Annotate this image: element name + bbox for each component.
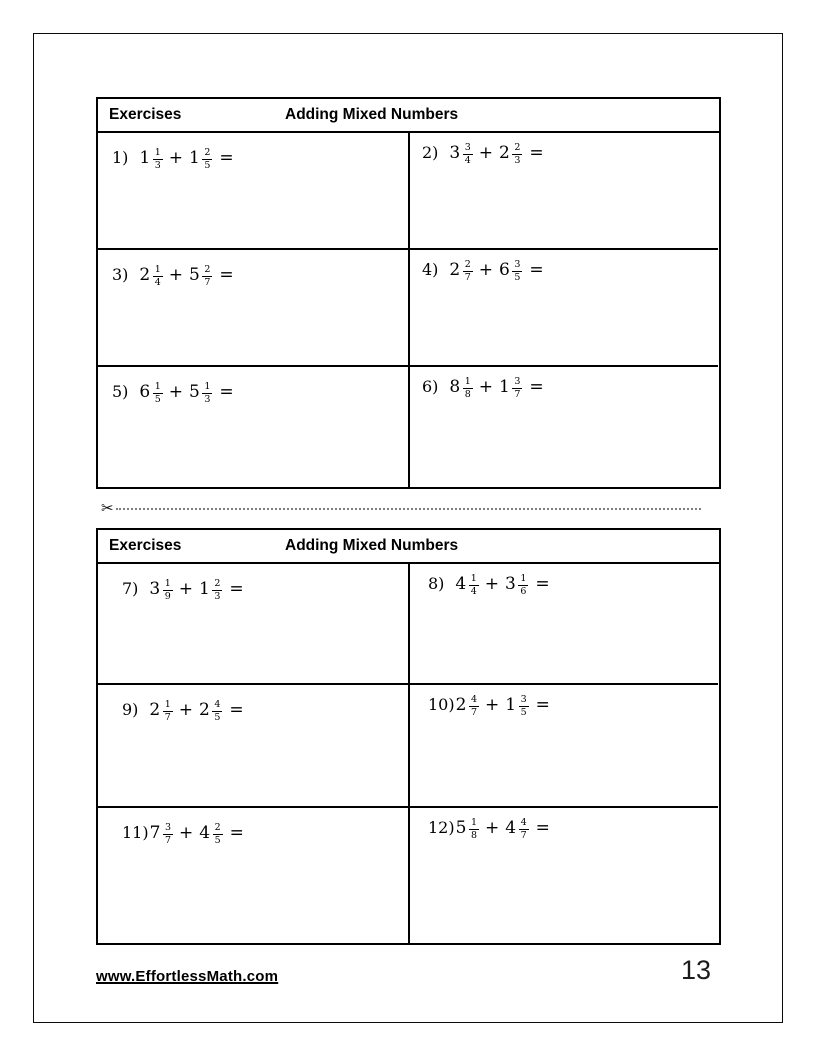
whole-number: 1	[499, 376, 510, 397]
denominator: 6	[520, 586, 527, 597]
cut-line	[101, 498, 701, 518]
whole-number: 5	[455, 817, 467, 838]
problem-label: 1)	[112, 147, 129, 167]
mixed-number	[449, 376, 472, 399]
numerator: 2	[204, 263, 211, 275]
denominator: 7	[164, 712, 171, 723]
numerator: 1	[164, 698, 171, 710]
numerator: 4	[214, 698, 221, 710]
plus-sign: +	[484, 573, 500, 594]
math-expression	[122, 822, 408, 845]
problem-label: 10)	[428, 694, 455, 714]
fraction	[153, 382, 163, 405]
whole-number: 4	[505, 817, 517, 838]
mixed-number	[149, 699, 172, 722]
fraction	[212, 700, 222, 723]
problem-cell-12	[408, 806, 718, 943]
fraction	[512, 377, 522, 400]
mixed-number	[139, 381, 162, 404]
numerator: 2	[204, 146, 211, 158]
mixed-number	[455, 573, 478, 596]
numerator: 3	[514, 375, 521, 387]
numerator: 1	[470, 572, 477, 584]
denominator: 5	[214, 712, 221, 723]
whole-number: 3	[149, 578, 161, 599]
plus-sign: +	[178, 822, 194, 843]
denominator: 7	[164, 835, 171, 846]
problem-cell-10	[408, 683, 718, 806]
math-expression	[122, 578, 408, 601]
denominator: 3	[154, 160, 161, 171]
problem-cell-1	[98, 133, 408, 248]
whole-number: 2	[199, 699, 210, 720]
denominator: 8	[464, 389, 471, 400]
numerator: 1	[204, 380, 211, 392]
mixed-number	[149, 578, 172, 601]
equals-sign: =	[535, 573, 550, 594]
fraction	[213, 823, 223, 846]
fraction	[512, 143, 522, 166]
denominator: 7	[514, 389, 521, 400]
problem-cell-4	[408, 248, 718, 365]
math-expression	[422, 259, 718, 282]
whole-number: 6	[139, 381, 151, 402]
whole-number: 2	[139, 264, 151, 285]
plus-sign: +	[484, 817, 500, 838]
denominator: 3	[514, 155, 521, 166]
problem-cell-7	[98, 564, 408, 683]
problem-cell-2	[408, 133, 718, 248]
denominator: 5	[204, 160, 211, 171]
mixed-number	[150, 822, 173, 845]
mixed-number	[139, 147, 162, 170]
whole-number: 2	[149, 699, 161, 720]
fraction	[469, 695, 479, 718]
denominator: 5	[514, 272, 521, 283]
math-expression	[112, 264, 408, 287]
fraction	[202, 382, 212, 405]
numerator: 1	[154, 380, 161, 392]
mixed-number	[456, 817, 479, 840]
table-1-header	[98, 99, 719, 133]
plus-sign: +	[484, 694, 500, 715]
website-link[interactable]: www.EffortlessMath.com	[96, 968, 279, 985]
problem-label: 11)	[122, 822, 149, 842]
mixed-number	[499, 142, 522, 165]
fraction	[519, 695, 529, 718]
whole-number: 4	[199, 822, 211, 843]
problem-cell-8	[408, 564, 718, 683]
whole-number: 8	[449, 376, 461, 397]
plus-sign: +	[178, 699, 194, 720]
mixed-number	[449, 142, 472, 165]
table-topic: Adding Mixed Numbers	[285, 105, 459, 123]
problem-cell-11	[98, 806, 408, 943]
equals-sign: =	[229, 822, 244, 843]
fraction	[212, 579, 222, 602]
plus-sign: +	[168, 147, 184, 168]
numerator: 2	[214, 821, 221, 833]
mixed-number	[499, 376, 522, 399]
whole-number: 2	[455, 694, 467, 715]
numerator: 1	[464, 375, 471, 387]
mixed-number	[139, 264, 162, 287]
problem-cell-3	[98, 248, 408, 365]
whole-number: 1	[199, 578, 210, 599]
mixed-number	[449, 259, 472, 282]
problem-cell-9	[98, 683, 408, 806]
whole-number: 1	[505, 694, 517, 715]
math-expression	[422, 142, 718, 165]
mixed-number	[199, 578, 222, 601]
problem-cell-5	[98, 365, 408, 487]
denominator: 4	[154, 277, 161, 288]
numerator: 4	[520, 816, 527, 828]
mixed-number	[199, 822, 222, 845]
numerator: 3	[164, 821, 171, 833]
math-expression	[428, 573, 718, 596]
problem-label: 9)	[122, 699, 139, 719]
numerator: 1	[154, 263, 161, 275]
equals-sign: =	[535, 694, 550, 715]
denominator: 5	[520, 707, 527, 718]
fraction	[519, 818, 529, 841]
plus-sign: +	[168, 264, 184, 285]
scissors-icon: ✂	[101, 498, 114, 517]
exercises-label: Exercises	[109, 105, 182, 123]
math-expression	[112, 381, 408, 404]
denominator: 7	[464, 272, 471, 283]
problem-label: 3)	[112, 264, 129, 284]
denominator: 9	[164, 591, 171, 602]
fraction	[469, 818, 479, 841]
page-number: 13	[680, 955, 712, 985]
denominator: 4	[470, 586, 477, 597]
table-topic: Adding Mixed Numbers	[285, 536, 459, 554]
equals-sign: =	[535, 817, 550, 838]
whole-number: 1	[189, 147, 200, 168]
fraction	[463, 143, 473, 166]
numerator: 2	[514, 141, 521, 153]
fraction	[163, 823, 173, 846]
whole-number: 5	[189, 264, 200, 285]
equals-sign: =	[529, 376, 544, 397]
math-expression	[428, 817, 718, 840]
whole-number: 5	[189, 381, 200, 402]
fraction	[202, 265, 212, 288]
mixed-number	[505, 573, 528, 596]
equals-sign: =	[229, 578, 244, 599]
problem-cell-6	[408, 365, 718, 487]
equals-sign: =	[219, 264, 234, 285]
exercise-table-2	[96, 528, 721, 945]
mixed-number	[505, 817, 528, 840]
problem-grid-1	[98, 133, 719, 487]
math-expression	[122, 699, 408, 722]
denominator: 4	[464, 155, 471, 166]
denominator: 3	[204, 394, 211, 405]
numerator: 3	[514, 258, 521, 270]
fraction	[163, 700, 173, 723]
equals-sign: =	[219, 381, 234, 402]
fraction	[518, 574, 528, 597]
fraction	[463, 377, 473, 400]
denominator: 5	[214, 835, 221, 846]
math-expression	[428, 694, 718, 717]
whole-number: 3	[505, 573, 516, 594]
fraction	[463, 260, 473, 283]
denominator: 5	[154, 394, 161, 405]
fraction	[163, 579, 173, 602]
fraction	[202, 148, 212, 171]
plus-sign: +	[178, 578, 194, 599]
exercises-label: Exercises	[109, 536, 182, 554]
whole-number: 2	[449, 259, 461, 280]
problem-label: 7)	[122, 578, 139, 598]
fraction	[469, 574, 479, 597]
denominator: 7	[520, 830, 527, 841]
problem-label: 8)	[428, 573, 445, 593]
dotted-cut-line	[116, 508, 701, 510]
mixed-number	[199, 699, 222, 722]
problem-label: 6)	[422, 376, 439, 396]
denominator: 3	[214, 591, 221, 602]
equals-sign: =	[219, 147, 234, 168]
mixed-number	[456, 694, 479, 717]
problem-label: 12)	[428, 817, 455, 837]
whole-number: 1	[139, 147, 151, 168]
plus-sign: +	[478, 142, 494, 163]
whole-number: 7	[149, 822, 161, 843]
equals-sign: =	[229, 699, 244, 720]
whole-number: 4	[455, 573, 467, 594]
whole-number: 3	[449, 142, 461, 163]
denominator: 8	[470, 830, 477, 841]
exercise-table-1	[96, 97, 721, 489]
mixed-number	[505, 694, 528, 717]
denominator: 7	[204, 277, 211, 288]
problem-grid-2	[98, 564, 719, 943]
mixed-number	[189, 381, 212, 404]
numerator: 3	[464, 141, 471, 153]
whole-number: 6	[499, 259, 510, 280]
numerator: 1	[154, 146, 161, 158]
numerator: 4	[470, 693, 477, 705]
math-expression	[112, 147, 408, 170]
plus-sign: +	[478, 376, 494, 397]
numerator: 2	[214, 577, 221, 589]
table-2-header	[98, 530, 719, 564]
numerator: 1	[520, 572, 527, 584]
equals-sign: =	[529, 259, 544, 280]
problem-label: 2)	[422, 142, 439, 162]
numerator: 1	[470, 816, 477, 828]
mixed-number	[499, 259, 522, 282]
plus-sign: +	[478, 259, 494, 280]
mixed-number	[189, 147, 212, 170]
numerator: 2	[464, 258, 471, 270]
denominator: 7	[470, 707, 477, 718]
fraction	[512, 260, 522, 283]
math-expression	[422, 376, 718, 399]
equals-sign: =	[529, 142, 544, 163]
fraction	[153, 265, 163, 288]
mixed-number	[189, 264, 212, 287]
problem-label: 5)	[112, 381, 129, 401]
plus-sign: +	[168, 381, 184, 402]
problem-label: 4)	[422, 259, 439, 279]
numerator: 3	[520, 693, 527, 705]
fraction	[153, 148, 163, 171]
numerator: 1	[164, 577, 171, 589]
whole-number: 2	[499, 142, 510, 163]
